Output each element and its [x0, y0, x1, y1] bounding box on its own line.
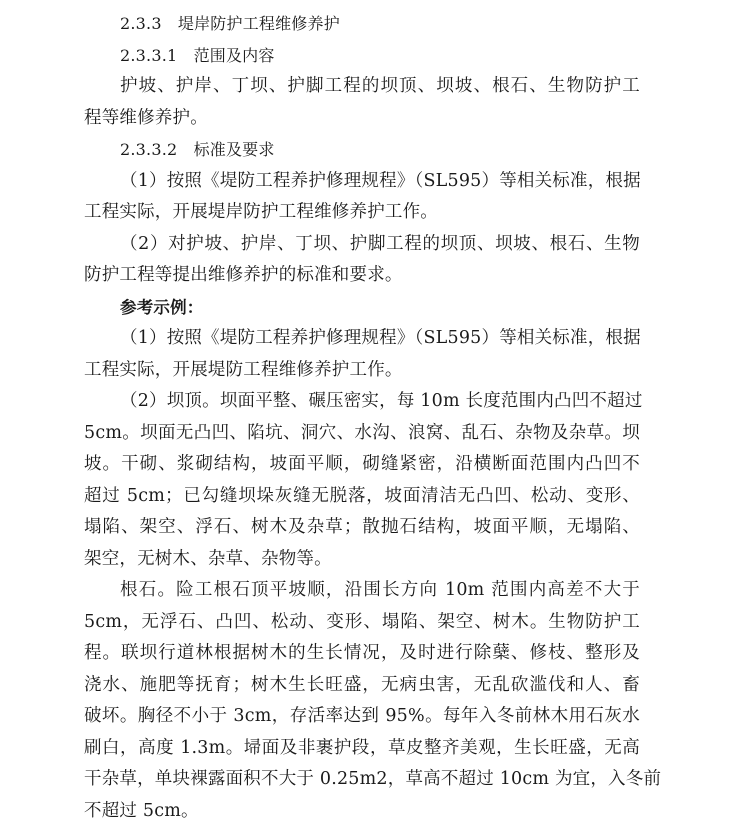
paragraph-line: 根石。险工根石顶平坡顺，沿围长方向 10m 范围内高差不大于 — [84, 575, 640, 607]
paragraph-line: （2）对护坡、护岸、丁坝、护脚工程的坝顶、坝坡、根石、生物 — [84, 229, 640, 261]
paragraph-line: 浇水、施肥等抚育；树木生长旺盛，无病虫害，无乱砍滥伐和人、畜 — [84, 670, 640, 702]
example-title: 参考示例： — [84, 292, 640, 324]
paragraph-line: 不超过 5cm。 — [84, 796, 640, 827]
paragraph-line: 程。联坝行道林根据树木的生长情况，及时进行除蘖、修枝、整形及 — [84, 638, 640, 670]
paragraph-line: 5cm。坝面无凸凹、陷坑、洞穴、水沟、浪窝、乱石、杂物及杂草。坝 — [84, 418, 640, 450]
paragraph-line: 防护工程等提出维修养护的标准和要求。 — [84, 260, 640, 292]
paragraph-line: 刷白，高度 1.3m。埽面及非裹护段，草皮整齐美观，生长旺盛，无高 — [84, 733, 640, 765]
subsection-heading-scope: 2.3.3.1 范围及内容 — [84, 40, 640, 72]
paragraph-line: 程等维修养护。 — [84, 103, 640, 135]
paragraph-line: （1）按照《堤防工程养护修理规程》（SL595）等相关标准，根据 — [84, 323, 640, 355]
document-page — [84, 8, 640, 827]
section-heading: 2.3.3 堤岸防护工程维修养护 — [84, 8, 640, 40]
paragraph-line: 干杂草，单块裸露面积不大于 0.25m2，草高不超过 10cm 为宜，入冬前 — [84, 764, 640, 796]
paragraph-line: 超过 5cm；已勾缝坝垛灰缝无脱落，坡面清洁无凸凹、松动、变形、 — [84, 481, 640, 513]
paragraph-line: （1）按照《堤防工程养护修理规程》（SL595）等相关标准，根据 — [84, 166, 640, 198]
paragraph-line: 坡。干砌、浆砌结构，坡面平顺，砌缝紧密，沿横断面范围内凸凹不 — [84, 449, 640, 481]
subsection-heading-standards: 2.3.3.2 标准及要求 — [84, 134, 640, 166]
paragraph-line: 工程实际，开展堤防工程维修养护工作。 — [84, 355, 640, 387]
paragraph-line: 5cm，无浮石、凸凹、松动、变形、塌陷、架空、树木。生物防护工 — [84, 607, 640, 639]
paragraph-line: 架空，无树木、杂草、杂物等。 — [84, 544, 640, 576]
paragraph-line: 工程实际，开展堤岸防护工程维修养护工作。 — [84, 197, 640, 229]
paragraph-line: 塌陷、架空、浮石、树木及杂草；散抛石结构，坡面平顺，无塌陷、 — [84, 512, 640, 544]
paragraph-line: 护坡、护岸、丁坝、护脚工程的坝顶、坝坡、根石、生物防护工 — [84, 71, 640, 103]
paragraph-line: （2）坝顶。坝面平整、碾压密实，每 10m 长度范围内凸凹不超过 — [84, 386, 640, 418]
paragraph-line: 破坏。胸径不小于 3cm，存活率达到 95%。每年入冬前林木用石灰水 — [84, 701, 640, 733]
